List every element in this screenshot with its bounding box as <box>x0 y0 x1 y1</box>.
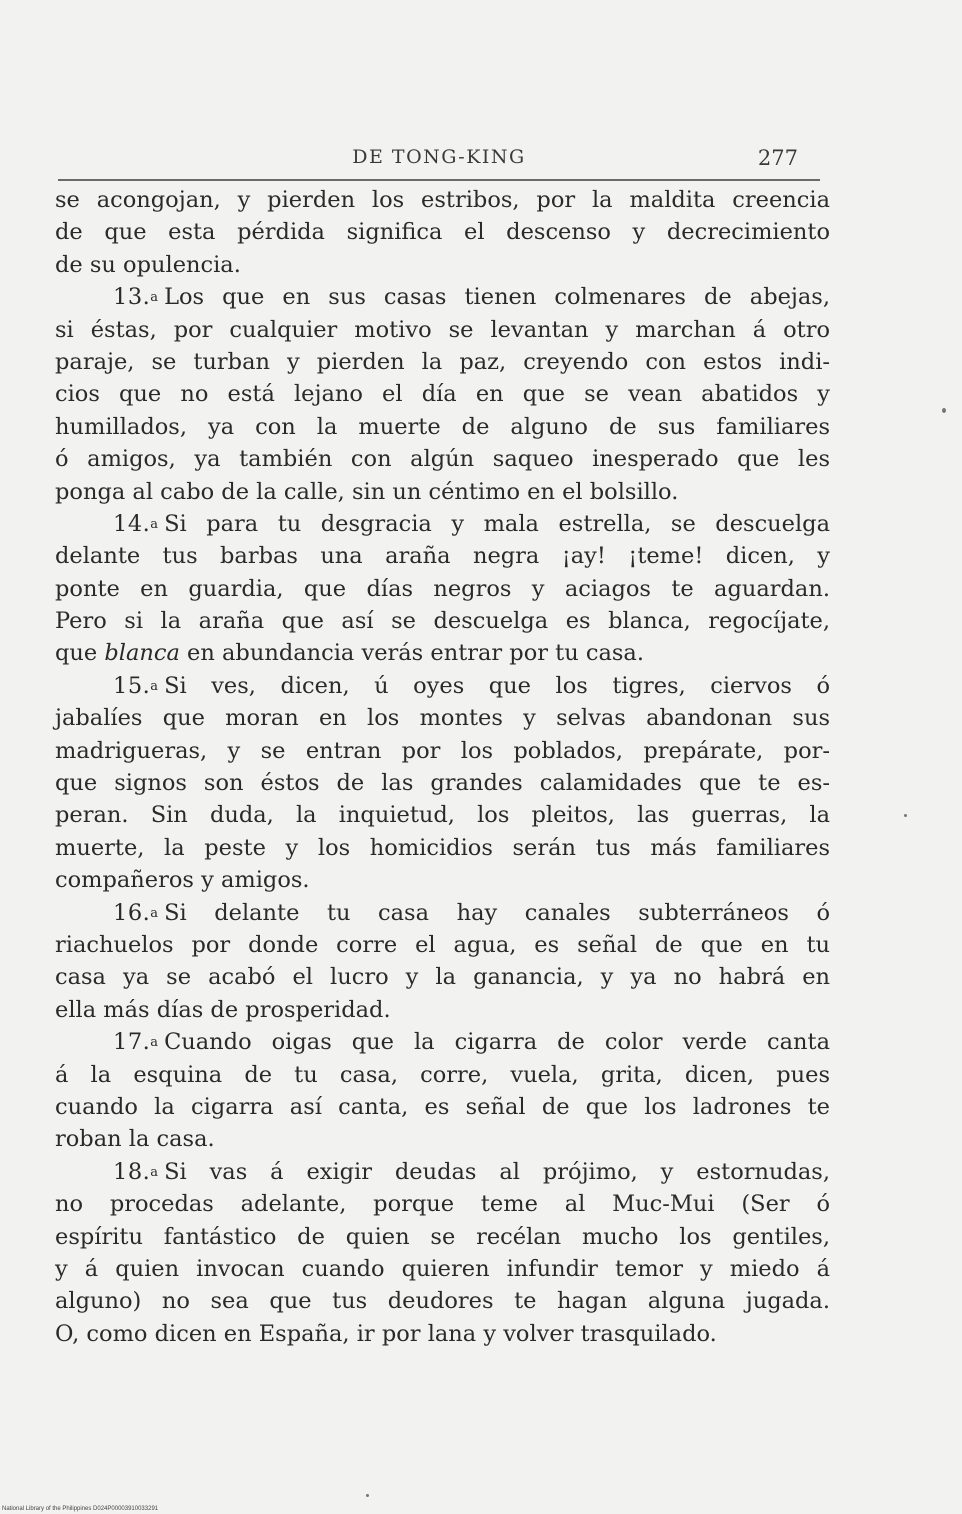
text-line <box>55 540 830 572</box>
text-line <box>55 1123 830 1155</box>
line-text: cuando la cigarra así canta, es señal de que los ladrones te <box>55 1093 830 1120</box>
line-text: no procedas adelante, porque teme al Muc-Mui (Ser ó <box>55 1191 830 1218</box>
ordinal-mark: a <box>150 1164 159 1180</box>
text-line <box>55 184 830 216</box>
text-line <box>55 735 830 767</box>
item-number: 17. <box>113 1029 151 1056</box>
text-line <box>55 1091 830 1123</box>
text-line <box>55 670 830 702</box>
text-line <box>55 573 830 605</box>
line-text: Los que en sus casas tienen colmenares de abejas, <box>164 284 830 311</box>
scan-speck <box>366 1494 369 1497</box>
text-line <box>55 767 830 799</box>
line-text: cios que no está lejano el día en que se vean abatidos y <box>55 381 830 408</box>
item-number: 13. <box>113 284 151 311</box>
text-line <box>55 1156 830 1188</box>
text-line <box>55 476 830 508</box>
text-line <box>55 929 830 961</box>
line-text: Si delante tu casa hay canales subterráneos ó <box>164 899 830 926</box>
paragraph <box>55 1026 830 1156</box>
line-text: ponga al cabo de la calle, sin un céntimo en el bolsillo. <box>55 478 679 505</box>
text-line <box>55 1188 830 1220</box>
line-text: Cuando oigas que la cigarra de color verde canta <box>164 1029 830 1056</box>
text-line <box>55 249 830 281</box>
text-line <box>55 216 830 248</box>
text-line <box>55 1318 830 1350</box>
text-line <box>55 897 830 929</box>
line-text: casa ya se acabó el lucro y la ganancia, y ya no habrá en <box>55 964 830 991</box>
text-line <box>55 1059 830 1091</box>
line-text: ó amigos, ya también con algún saqueo inesperado que les <box>55 446 830 473</box>
line-text: de que esta pérdida significa el descenso y decrecimiento <box>55 219 830 246</box>
line-text: paraje, se turban y pierden la paz, creyendo con estos indi- <box>55 348 830 375</box>
line-text: Pero si la araña que así se descuelga es blanca, regocíjate, <box>55 608 830 635</box>
line-text: compañeros y amigos. <box>55 867 310 894</box>
line-text: humillados, ya con la muerte de alguno de sus familiares <box>55 413 830 440</box>
line-text: alguno) no sea que tus deudores te hagan alguna jugada. <box>55 1288 830 1315</box>
line-text: delante tus barbas una araña negra ¡ay! ¡teme! dicen, y <box>55 543 830 570</box>
line-text: ponte en guardia, que días negros y aciagos te aguardan. <box>55 575 830 602</box>
line-text: si éstas, por cualquier motivo se levantan y marchan á otro <box>55 316 830 343</box>
text-line <box>55 378 830 410</box>
text-line <box>55 346 830 378</box>
text-line <box>55 637 830 669</box>
item-number: 18. <box>113 1158 151 1185</box>
line-text: roban la casa. <box>55 1126 215 1153</box>
line-text: Si para tu desgracia y mala estrella, se descuelga <box>164 510 830 537</box>
text-line <box>55 702 830 734</box>
line-text: á la esquina de tu casa, corre, vuela, grita, dicen, pues <box>55 1061 830 1088</box>
text-line <box>55 799 830 831</box>
page-number: 277 <box>757 146 798 170</box>
italic-word: blanca <box>104 640 180 667</box>
text-line <box>55 994 830 1026</box>
paragraph <box>55 1156 830 1350</box>
text-line <box>55 864 830 896</box>
text-line <box>55 605 830 637</box>
item-number: 16. <box>113 899 151 926</box>
scan-speck <box>904 814 907 817</box>
text-line <box>55 411 830 443</box>
ordinal-mark: a <box>150 1035 159 1051</box>
line-text: jabalíes que moran en los montes y selvas abandonan sus <box>55 705 830 732</box>
ordinal-mark: a <box>150 905 159 921</box>
text-line <box>55 961 830 993</box>
scan-speck <box>942 408 946 413</box>
line-text: y á quien invocan cuando quieren infundir temor y miedo á <box>55 1255 830 1282</box>
ordinal-mark: a <box>150 516 159 532</box>
footer-attribution: National Library of the Philippines D024P00003910033291 <box>2 1506 159 1512</box>
ordinal-mark: a <box>150 678 159 694</box>
line-text: espíritu fantástico de quien se recélan mucho los gentiles, <box>55 1223 830 1250</box>
text-line <box>55 281 830 313</box>
line-text: que blanca en abundancia verás entrar por tu casa. <box>55 640 644 667</box>
line-text: Si ves, dicen, ú oyes que los tigres, ciervos ó <box>164 672 830 699</box>
running-header <box>58 146 820 176</box>
item-number: 14. <box>113 510 151 537</box>
text-line <box>55 832 830 864</box>
line-text: O, como dicen en España, ir por lana y volver trasquilado. <box>55 1320 717 1347</box>
text-line <box>55 508 830 540</box>
paragraph <box>55 670 830 897</box>
paragraph <box>55 281 830 508</box>
header-title: DE TONG-KING <box>352 146 526 168</box>
line-text: madrigueras, y se entran por los poblados, prepárate, por- <box>55 737 830 764</box>
text-line <box>55 1221 830 1253</box>
line-text: se acongojan, y pierden los estribos, por la maldita creencia <box>55 187 830 213</box>
item-number: 15. <box>113 672 151 699</box>
paragraph <box>55 897 830 1027</box>
text-line <box>55 1026 830 1058</box>
text-line <box>55 314 830 346</box>
text-line <box>55 1253 830 1285</box>
line-text: que signos son éstos de las grandes calamidades que te es- <box>55 770 830 797</box>
header-rule <box>58 179 820 181</box>
line-text: de su opulencia. <box>55 251 241 278</box>
line-text: riachuelos por donde corre el agua, es señal de que en tu <box>55 931 830 958</box>
text-line <box>55 443 830 475</box>
page-body <box>55 184 830 1350</box>
text-line <box>55 1285 830 1317</box>
paragraph <box>55 508 830 670</box>
line-text: ella más días de prosperidad. <box>55 996 391 1023</box>
ordinal-mark: a <box>150 290 159 306</box>
line-text: muerte, la peste y los homicidios serán tus más familiares <box>55 834 830 861</box>
paragraph <box>55 184 830 281</box>
line-text: Si vas á exigir deudas al prójimo, y estornudas, <box>164 1158 830 1185</box>
line-text: peran. Sin duda, la inquietud, los pleitos, las guerras, la <box>55 802 830 829</box>
